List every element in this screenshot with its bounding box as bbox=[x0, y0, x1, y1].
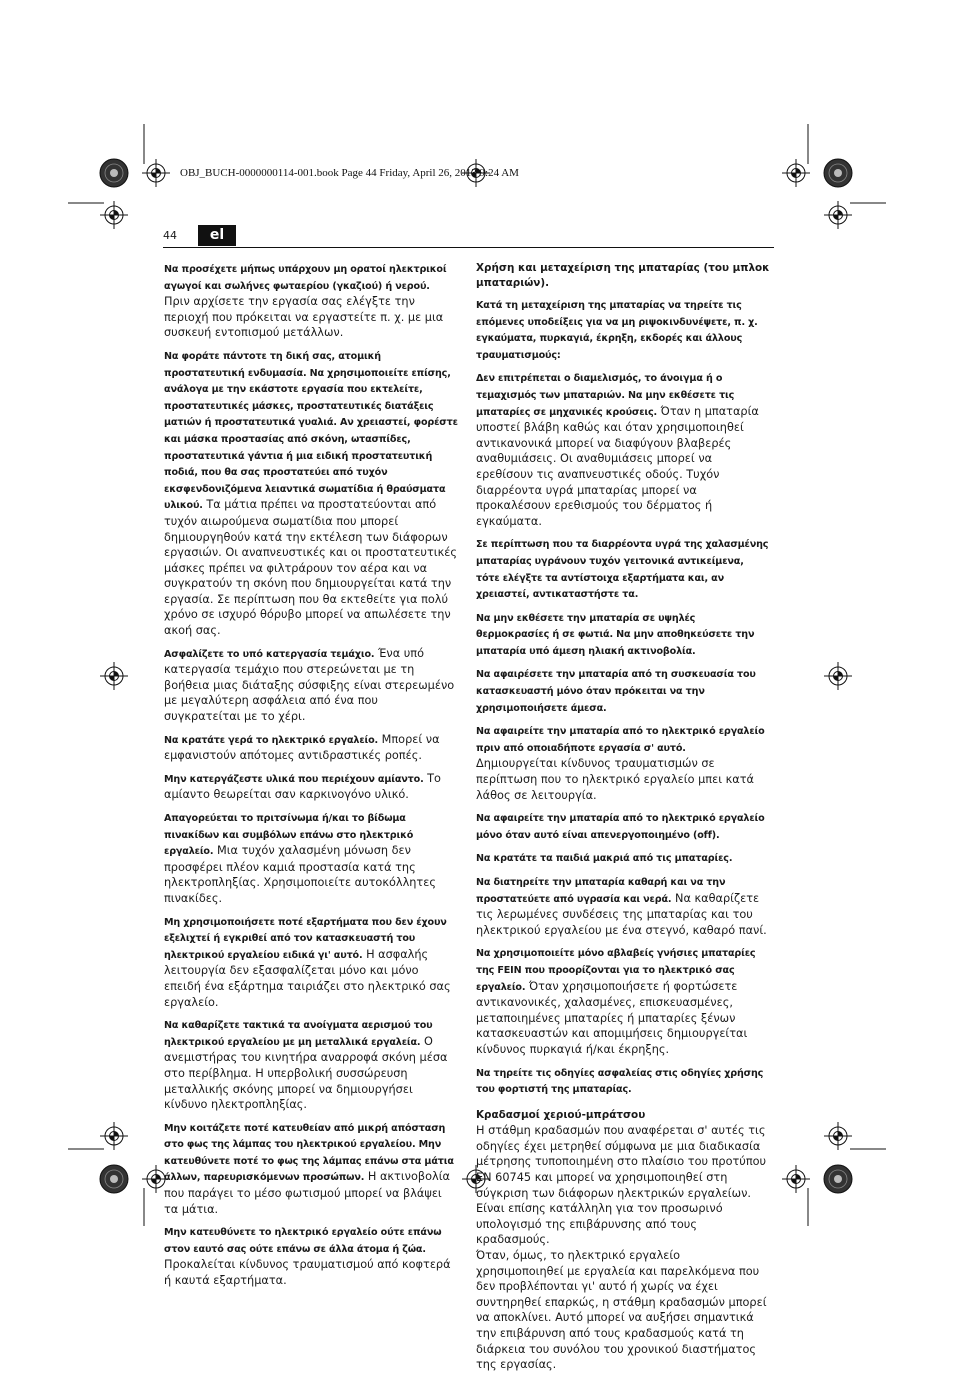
safety-detail: Μπορεί να εμφανιστούν απότομες αντιδραστικές ροπές. bbox=[164, 732, 440, 763]
safety-lead: Σε περίπτωση που τα διαρρέοντα υγρά της χαλασμένης μπαταρίας υγράνουν τυχόν γειτονικά αντικείμενα, τότε ελέγξτε τα αντίστοιχα εξαρτήματα και, αν χρειαστεί, αντικαταστήστε τα. bbox=[476, 539, 769, 601]
safety-lead: Δεν επιτρέπεται ο διαμελισμός, το άνοιγμα ή ο τεμαχισμός των μπαταριών. Να μην εκθέσετε τις μπαταρίες σε μηχανικές κρούσεις. bbox=[476, 373, 735, 418]
safety-paragraph bbox=[164, 810, 458, 907]
header-rule bbox=[163, 247, 774, 248]
language-tab: el bbox=[198, 225, 236, 246]
safety-detail: Όταν χρησιμοποιήσετε ή φορτώσετε αντικανονικές, χαλασμένες, επισκευασμένες, μεταποιημένες μπαταρίες ή μπαταρίες ξένων κατασκευαστών και απομιμήσεις δημιουργείται κίνδυνος πυρκαγιά ή/και έκρηξης. bbox=[476, 979, 748, 1056]
safety-lead: Να μην εκθέσετε την μπαταρία σε υψηλές θερμοκρασίες ή σε φωτιά. Να μην αποθηκεύσετε την μπαταρία υπό άμεση ηλιακή ακτινοβολία. bbox=[476, 612, 755, 657]
safety-detail: Μια τυχόν χαλασμένη μόνωση δεν προσφέρει πλέον καμιά προστασία κατά της ηλεκτροπληξίας. Χρησιμοποιείτε αυτοκόλλητες πινακίδες. bbox=[164, 844, 436, 905]
registration-mark bbox=[100, 662, 128, 690]
safety-detail: Ο ανεμιστήρας του κινητήρα αναρροφά σκόνη μέσα στο περίβλημα. Η υπερβολική συσσώρευση μεταλλικής σκόνης μπορεί να δημιουργήσει κίνδυνο ηλεκτροπληξίας. bbox=[164, 1034, 448, 1112]
safety-paragraph bbox=[164, 348, 458, 639]
safety-paragraph bbox=[476, 666, 770, 716]
safety-lead: Μην κατεργάζεστε υλικά που περιέχουν αμίαντο. bbox=[164, 773, 424, 785]
safety-lead: Απαγορεύεται το πριτσίνωμα ή/και το βίδωμα πινακίδων και συμβόλων επάνω στο ηλεκτρικό εργαλείο. bbox=[164, 813, 414, 858]
right-column bbox=[476, 261, 770, 1380]
safety-lead: Μη χρησιμοποιήσετε ποτέ εξαρτήματα που δεν έχουν εξελιχτεί ή εγκριθεί από τον κατασκευαστή του ηλεκτρικού εργαλείου ειδικά γι' αυτό. bbox=[164, 916, 447, 961]
safety-lead: Ασφαλίζετε το υπό κατεργασία τεμάχιο. bbox=[164, 648, 375, 660]
safety-lead: Να χρησιμοποιείτε μόνο αβλαβείς γνήσιες μπαταρίες της FEIN που προορίζονται για το ηλεκτρικό σας εργαλείο. bbox=[476, 948, 756, 993]
safety-paragraph bbox=[476, 370, 770, 529]
page-number: 44 bbox=[163, 229, 177, 242]
vibration-paragraph: Όταν, όμως, το ηλεκτρικό εργαλείο χρησιμοποιηθεί με εργαλεία και παρελκόμενα που δεν προβλέπονται γι' αυτό ή χωρίς να έχει συντηρηθεί επαρκώς, η στάθμη κραδασμών μπορεί να αποκλίνει. Αυτό μπορεί να αυξήσει σημαντικά την επιβάρυνση από τους κραδασμούς κατά τη διάρκεια του συνόλου του χρονικού διαστήματος της εργασίας. bbox=[476, 1248, 767, 1372]
safety-lead: Να αφαιρείτε την μπαταρία από το ηλεκτρικό εργαλείο πριν από οποιαδήποτε εργασία σ' αυτό. bbox=[476, 726, 765, 754]
safety-lead: Να τηρείτε τις οδηγίες ασφαλείας στις οδηγίες χρήσης του φορτιστή της μπαταρίας. bbox=[476, 1067, 764, 1096]
registration-mark bbox=[782, 1165, 810, 1193]
safety-lead: Μην κατευθύνετε το ηλεκτρικό εργαλείο ούτε επάνω στον εαυτό σας ούτε επάνω σε άλλα άτομα ή ζώα. bbox=[164, 1227, 442, 1255]
safety-detail: Προκαλείται κίνδυνος τραυματισμού από κοφτερά ή καυτά εξαρτήματα. bbox=[164, 1258, 451, 1288]
safety-paragraph bbox=[164, 646, 458, 725]
registration-mark bbox=[824, 662, 852, 690]
color-target bbox=[824, 1165, 852, 1193]
safety-paragraph bbox=[164, 261, 458, 341]
safety-lead: Να προσέχετε μήπως υπάρχουν μη ορατοί ηλεκτρικοί αγωγοί και σωλήνες φωταερίου (γκαζιού) ή νερού. bbox=[164, 264, 447, 292]
vibration-section-heading: Κραδασμοί χεριού-μπράτσου bbox=[476, 1108, 646, 1121]
battery-section-heading: Χρήση και μεταχείριση της μπαταρίας (του μπλοκ μπαταριών). bbox=[476, 262, 770, 289]
safety-lead: Να φοράτε πάντοτε τη δική σας, ατομική προστατευτική ενδυμασία. Να χρησιμοποιείτε επίσης, ανάλογα με την εκάστοτε εργασία που εκτελείτε, προστατευτικές μάσκες, προστατευτικές διατάξεις ματιών ή προστατευτικά γυαλιά. Αν χρειαστεί, φορέστε και μάσκα προστασίας από σκόνη, ωτασπίδες, προστατευτικά γάντια ή μια ειδική προστατευτική ποδιά, που θα σας προστατεύει από τυχόν εκσφενδονιζόμενα λειαντικά σωματίδια ή θραύσματα υλικού. bbox=[164, 350, 458, 512]
safety-paragraph bbox=[476, 874, 770, 938]
safety-detail: Τα μάτια πρέπει να προστατεύονται από τυχόν αιωρούμενα σωματίδια που μπορεί δημιουργηθούν κατά την εκτέλεση των διάφορων εργασιών. Οι αναπνευστικές και οι προστατευτικές μάσκες πρέπει να φιλτράρουν τον αέρα και να συγκρατούν τη σκόνη που δημιουργείται κατά την εργασία. Σε περίπτωση που θα εκτεθείτε για πολύ χρόνο σε ισχυρό θόρυβο μπορεί να απωλέσετε την ακοή σας. bbox=[164, 498, 457, 638]
safety-lead: Να αφαιρέσετε την μπαταρία από τη συσκευασία του κατασκευαστή μόνο όταν πρόκειται να την χρησιμοποιήσετε άμεσα. bbox=[476, 669, 756, 714]
safety-paragraph bbox=[164, 732, 458, 764]
safety-paragraph bbox=[164, 914, 458, 1011]
registration-mark bbox=[782, 159, 810, 187]
safety-lead: Να αφαιρείτε την μπαταρία από το ηλεκτρικό εργαλείο μόνο όταν αυτό είναι απενεργοποιημένο (off). bbox=[476, 813, 765, 841]
safety-detail: Όταν η μπαταρία υποστεί βλάβη καθώς και όταν χρησιμοποιηθεί αντικανονικά μπορεί να διαφύγουν βλαβερές αναθυμιάσεις. Οι αναθυμιάσεις μπορεί να ερεθίσουν τις αναπνευστικές οδούς. Τυχόν διαρρέοντα υγρά μπαταρίας μπορεί να προκαλέσουν ερεθισμούς του δέρματος ή εγκαύματα. bbox=[476, 404, 759, 528]
safety-detail: Πριν αρχίσετε την εργασία σας ελέγξτε την περιοχή που πρόκειται να εργαστείτε π. χ. με μια συσκευή εντοπισμού μετάλλων. bbox=[164, 295, 444, 340]
safety-paragraph bbox=[476, 297, 770, 363]
safety-paragraph bbox=[476, 723, 770, 803]
vibration-paragraph: Η στάθμη κραδασμών που αναφέρεται σ' αυτές τις οδηγίες έχει μετρηθεί σύμφωνα με μια διαδικασία μέτρησης τυποποιημένη στο πλαίσιο του προτύπου EN 60745 και μπορεί να χρησιμοποιηθεί στη σύγκριση των διάφορων ηλεκτρικών εργαλείων. Είναι επίσης κατάλληλη για τον προσωρινό υπολογισμό της επιβάρυνσης από τους κραδασμούς. bbox=[476, 1124, 767, 1247]
safety-paragraph bbox=[476, 1065, 770, 1098]
safety-lead: Κατά τη μεταχείριση της μπαταρίας να τηρείτε τις επόμενες υποδείξεις για να μη ριψοκινδυνέψετε, π. χ. εγκαύματα, πυρκαγιά, έκρηξη, εκδορές και άλλους τραυματισμούς: bbox=[476, 300, 758, 361]
safety-detail: Το αμίαντο θεωρείται σαν καρκινογόνο υλικό. bbox=[164, 771, 441, 802]
registration-mark bbox=[100, 201, 128, 229]
registration-mark bbox=[100, 1122, 128, 1150]
battery-safety-list bbox=[476, 297, 770, 1098]
registration-mark bbox=[824, 201, 852, 229]
safety-paragraph bbox=[164, 1224, 458, 1288]
color-target bbox=[824, 159, 852, 187]
color-target bbox=[100, 1165, 128, 1193]
safety-lead: Να διατηρείτε την μπαταρία καθαρή και να την προστατεύετε από υγρασία και νερά. bbox=[476, 877, 726, 905]
safety-detail: Να καθαρίζετε τις λερωμένες συνδέσεις της μπαταρίας και του ηλεκτρικού εργαλείου με ένα στεγνό, καθαρό πανί. bbox=[476, 891, 767, 937]
safety-paragraph bbox=[476, 536, 770, 602]
safety-paragraph bbox=[164, 1120, 458, 1218]
safety-paragraph bbox=[164, 771, 458, 803]
left-column bbox=[164, 261, 458, 1296]
registration-mark bbox=[142, 159, 170, 187]
safety-paragraph bbox=[476, 610, 770, 660]
safety-paragraph bbox=[164, 1017, 458, 1113]
safety-lead: Να κρατάτε τα παιδιά μακριά από τις μπαταρίες. bbox=[476, 853, 733, 865]
safety-detail: Η ασφαλής λειτουργία δεν εξασφαλίζεται μόνο και μόνο επειδή ένα εξάρτημα ταιριάζει στο ηλεκτρικό σας εργαλείο. bbox=[164, 947, 451, 1009]
safety-paragraph bbox=[476, 945, 770, 1057]
safety-detail: Ένα υπό κατεργασία τεμάχιο που στερεώνεται με τη βοήθεια μιας διάταξης σύσφιξης είναι στερεωμένο με μεγαλύτερη ασφάλεια από ένα που συγκρατείται με το χέρι. bbox=[164, 646, 455, 724]
registration-mark bbox=[824, 1122, 852, 1150]
safety-paragraph bbox=[476, 850, 770, 867]
safety-lead: Να κρατάτε γερά το ηλεκτρικό εργαλείο. bbox=[164, 734, 379, 746]
safety-detail: Δημιουργείται κίνδυνος τραυματισμών σε περίπτωση που το ηλεκτρικό εργαλείο μπει κατά λάθος σε λειτουργία. bbox=[476, 757, 754, 802]
color-target bbox=[100, 159, 128, 187]
book-file-header: OBJ_BUCH-0000000114-001.book Page 44 Friday, April 26, 2013 9:24 AM bbox=[180, 167, 519, 179]
safety-lead: Να καθαρίζετε τακτικά τα ανοίγματα αερισμού του ηλεκτρικού εργαλείου με μη μεταλλικά εργαλεία. bbox=[164, 1020, 433, 1048]
safety-detail: Η ακτινοβολία που παράγει το μέσο φωτισμού μπορεί να βλάψει τα μάτια. bbox=[164, 1170, 450, 1216]
safety-paragraph bbox=[476, 810, 770, 843]
safety-lead: Μην κοιτάζετε ποτέ κατευθείαν από μικρή απόσταση στο φως της λάμπας του ηλεκτρικού εργαλείου. Μην κατευθύνετε ποτέ το φως της λάμπας επάνω στα μάτια άλλων, παρευρισκόμενων προσώπων. bbox=[164, 1122, 454, 1184]
